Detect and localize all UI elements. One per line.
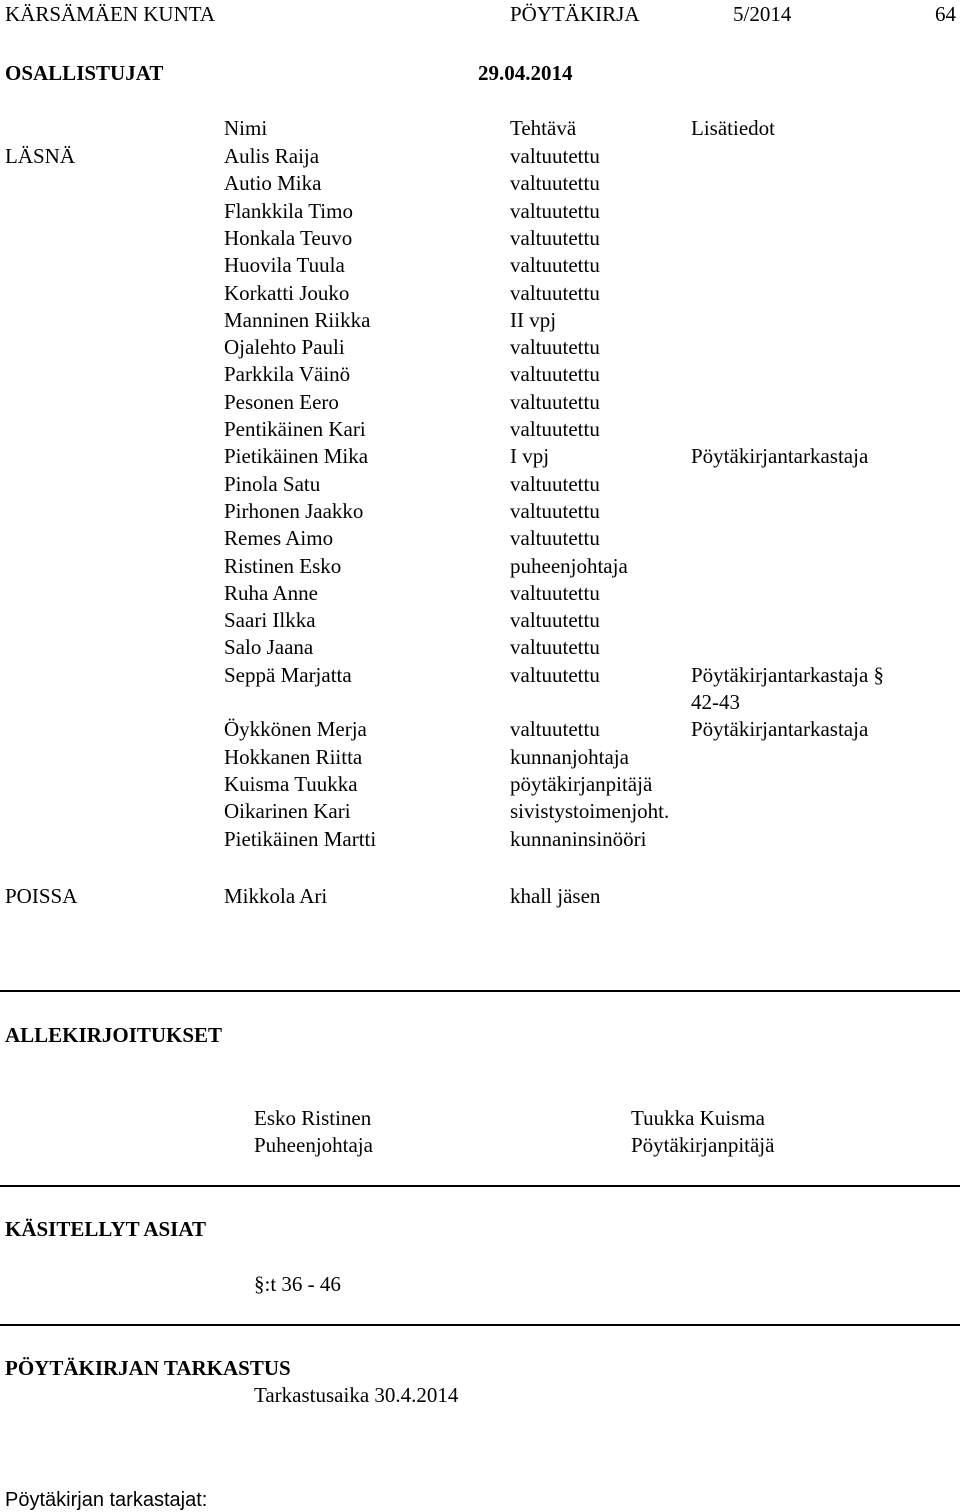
document-type: PÖYTÄKIRJA: [510, 2, 640, 26]
participant-role: kunnaninsinööri: [510, 827, 647, 851]
participant-name: Pentikäinen Kari: [224, 417, 366, 441]
table-row: [0, 281, 960, 308]
participant-role: valtuutettu: [510, 499, 600, 523]
participant-role: valtuutettu: [510, 281, 600, 305]
handled-sections: §:t 36 - 46: [254, 1272, 341, 1296]
participant-role: valtuutettu: [510, 417, 600, 441]
participant-name: Hokkanen Riitta: [224, 745, 363, 769]
participant-name: Pirhonen Jaakko: [224, 499, 364, 523]
participant-name: Korkatti Jouko: [224, 281, 350, 305]
participant-role: valtuutettu: [510, 335, 600, 359]
participant-name: Pietikäinen Martti: [224, 827, 377, 851]
participant-info: 42-43: [691, 690, 740, 714]
table-row: [0, 390, 960, 417]
table-row: [0, 199, 960, 226]
participant-name: Parkkila Väinö: [224, 362, 351, 386]
table-row: [0, 253, 960, 280]
table-row: [0, 608, 960, 635]
table-row: [0, 663, 960, 690]
table-row: [0, 417, 960, 444]
participants-title: OSALLISTUJAT: [5, 61, 164, 85]
participant-role: valtuutettu: [510, 362, 600, 386]
chair-name: Esko Ristinen: [254, 1106, 372, 1130]
participant-role: valtuutettu: [510, 472, 600, 496]
table-row: [0, 827, 960, 854]
participant-role: puheenjohtaja: [510, 554, 628, 578]
participant-role: valtuutettu: [510, 608, 600, 632]
participant-role: valtuutettu: [510, 526, 600, 550]
chair-role: Puheenjohtaja: [254, 1133, 373, 1157]
participant-name: Seppä Marjatta: [224, 663, 352, 687]
participant-role: valtuutettu: [510, 390, 600, 414]
review-title: PÖYTÄKIRJAN TARKASTUS: [5, 1356, 291, 1380]
participant-name: Remes Aimo: [224, 526, 334, 550]
participant-info: Pöytäkirjantarkastaja: [691, 717, 869, 741]
participant-role: pöytäkirjanpitäjä: [510, 772, 653, 796]
absent-section-label: POISSA: [5, 884, 78, 908]
participant-name: Salo Jaana: [224, 635, 314, 659]
table-row: [0, 581, 960, 608]
municipality-name: KÄRSÄMÄEN KUNTA: [5, 2, 216, 26]
participant-name: Pesonen Eero: [224, 390, 339, 414]
participant-role: I vpj: [510, 444, 550, 468]
participant-name: Ristinen Esko: [224, 554, 342, 578]
section-label: LÄSNÄ: [5, 144, 76, 168]
table-row: [0, 308, 960, 335]
table-row: [0, 772, 960, 799]
divider: [0, 1185, 960, 1187]
column-header-role: Tehtävä: [510, 116, 577, 140]
table-row: [0, 362, 960, 389]
participant-role: valtuutettu: [510, 171, 600, 195]
participant-name: Ojalehto Pauli: [224, 335, 345, 359]
participant-role: valtuutettu: [510, 199, 600, 223]
participant-role: valtuutettu: [510, 253, 600, 277]
reviewers-label: Pöytäkirjan tarkastajat:: [5, 1489, 208, 1511]
table-row: [0, 690, 960, 717]
participant-role: valtuutettu: [510, 581, 600, 605]
table-row: [0, 554, 960, 581]
page-number: 64: [935, 2, 956, 26]
participant-role: valtuutettu: [510, 717, 600, 741]
table-row: [0, 226, 960, 253]
participant-name: Oikarinen Kari: [224, 799, 351, 823]
document-number: 5/2014: [733, 2, 792, 26]
participant-role: valtuutettu: [510, 226, 600, 250]
secretary-role: Pöytäkirjanpitäjä: [631, 1133, 775, 1157]
divider: [0, 990, 960, 992]
participant-name: Saari Ilkka: [224, 608, 316, 632]
table-row: [0, 335, 960, 362]
column-header-name: Nimi: [224, 116, 268, 140]
participant-role: kunnanjohtaja: [510, 745, 629, 769]
table-row: [0, 717, 960, 744]
participant-name: Huovila Tuula: [224, 253, 345, 277]
participant-name: Aulis Raija: [224, 144, 320, 168]
participant-name: Pietikäinen Mika: [224, 444, 369, 468]
absent-role: khall jäsen: [510, 884, 601, 908]
participant-name: Flankkila Timo: [224, 199, 353, 223]
review-time: Tarkastusaika 30.4.2014: [254, 1383, 459, 1407]
column-header-info: Lisätiedot: [691, 116, 775, 140]
table-row: [0, 472, 960, 499]
participant-role: II vpj: [510, 308, 557, 332]
table-row: [0, 444, 960, 471]
table-row: [0, 635, 960, 662]
participant-role: valtuutettu: [510, 144, 600, 168]
table-row: [0, 144, 960, 171]
signatures-title: ALLEKIRJOITUKSET: [5, 1023, 223, 1047]
participant-info: Pöytäkirjantarkastaja §: [691, 663, 885, 687]
participant-name: Pinola Satu: [224, 472, 321, 496]
secretary-name: Tuukka Kuisma: [631, 1106, 765, 1130]
handled-title: KÄSITELLYT ASIAT: [5, 1217, 206, 1241]
participant-name: Autio Mika: [224, 171, 322, 195]
participant-info: Pöytäkirjantarkastaja: [691, 444, 869, 468]
table-row: [0, 799, 960, 826]
table-row: [0, 171, 960, 198]
participant-name: Ruha Anne: [224, 581, 318, 605]
participant-role: valtuutettu: [510, 663, 600, 687]
participant-role: valtuutettu: [510, 635, 600, 659]
table-row: [0, 499, 960, 526]
table-row: [0, 526, 960, 553]
absent-name: Mikkola Ari: [224, 884, 328, 908]
participant-name: Honkala Teuvo: [224, 226, 353, 250]
participant-name: Manninen Riikka: [224, 308, 371, 332]
participant-name: Kuisma Tuukka: [224, 772, 358, 796]
participant-name: Öykkönen Merja: [224, 717, 367, 741]
participant-role: sivistystoimenjoht.: [510, 799, 670, 823]
divider: [0, 1324, 960, 1326]
meeting-date: 29.04.2014: [478, 61, 573, 85]
table-row: [0, 745, 960, 772]
